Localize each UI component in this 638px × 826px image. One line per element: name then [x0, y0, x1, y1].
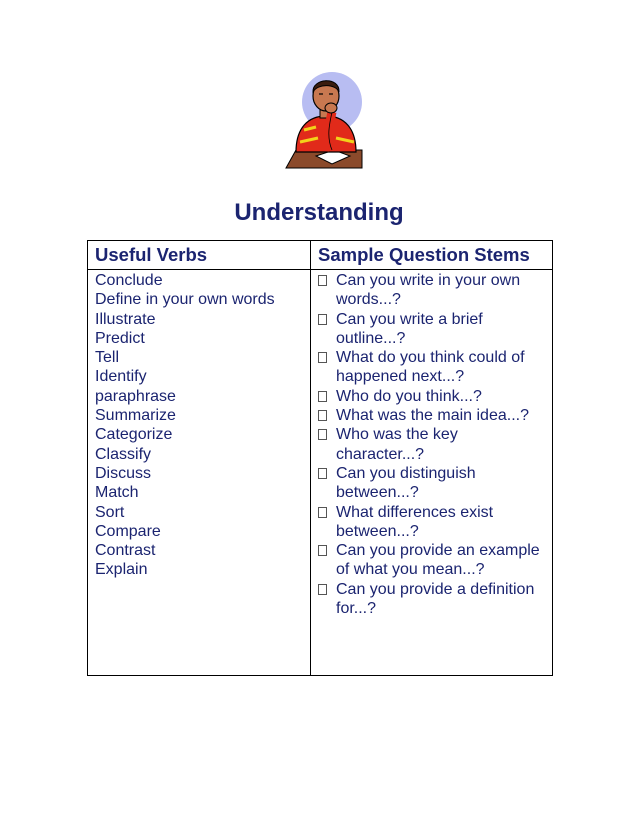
verb-item: Contrast — [95, 542, 156, 560]
verb-item: Categorize — [95, 426, 173, 444]
question-stem-item — [318, 310, 552, 349]
verb-item: Classify — [95, 445, 152, 463]
thinking-man-clipart — [282, 72, 364, 170]
question-stem-text: Can you provide an example of what you mean...? — [336, 542, 540, 579]
question-stem-item — [318, 271, 552, 310]
verb-item: Tell — [95, 349, 120, 367]
checkbox-bullet-icon — [318, 468, 327, 479]
question-stem-list — [318, 271, 552, 618]
checkbox-bullet-icon — [318, 507, 327, 518]
verb-item: Discuss — [95, 464, 152, 482]
question-stem-text: What do you think could of happened next...? — [336, 349, 525, 386]
checkbox-bullet-icon — [318, 545, 327, 556]
verb-item: Predict — [95, 329, 145, 347]
question-stem-text: Can you distinguish between...? — [336, 464, 476, 502]
verb-item: Compare — [95, 522, 161, 540]
verb-item: Sort — [95, 503, 125, 521]
question-stem-text: What differences exist between...? — [336, 503, 494, 540]
question-stem-text: Can you write in your own words...? — [336, 272, 521, 309]
question-stem-text: What was the main idea...? — [336, 407, 529, 425]
checkbox-bullet-icon — [318, 275, 327, 286]
verbs-cell — [88, 270, 311, 676]
checkbox-bullet-icon — [318, 429, 327, 440]
verb-item: Illustrate — [95, 310, 156, 328]
question-stem-item — [318, 464, 552, 503]
table-header-row — [88, 241, 553, 270]
page-title: Understanding — [234, 199, 404, 226]
header-sample-question-stems: Sample Question Stems — [311, 241, 553, 270]
question-stem-item — [318, 348, 552, 387]
question-stem-text: Can you provide a definition for...? — [336, 580, 535, 618]
question-stem-text: Who was the key character...? — [336, 426, 458, 463]
checkbox-bullet-icon — [318, 410, 327, 421]
checkbox-bullet-icon — [318, 391, 327, 402]
verb-item: Conclude — [95, 272, 163, 289]
verb-item: Identify — [95, 368, 147, 386]
header-useful-verbs: Useful Verbs — [88, 241, 311, 270]
question-stem-item — [318, 406, 552, 425]
table-row — [88, 270, 553, 676]
question-stem-item — [318, 541, 552, 580]
understanding-table — [87, 240, 553, 676]
question-stem-item — [318, 425, 552, 464]
verb-item: paraphrase — [95, 387, 176, 405]
verb-item: Summarize — [95, 407, 176, 425]
checkbox-bullet-icon — [318, 314, 327, 325]
verb-list — [95, 271, 310, 580]
question-stem-text: Who do you think...? — [336, 387, 482, 405]
question-stem-text: Can you write a brief outline...? — [336, 310, 483, 347]
verb-item: Define in your own words — [95, 291, 275, 309]
verb-item: Explain — [95, 561, 148, 579]
question-stem-item — [318, 580, 552, 619]
question-stem-item — [318, 503, 552, 542]
question-stem-item — [318, 387, 552, 406]
checkbox-bullet-icon — [318, 352, 327, 363]
question-stems-cell — [311, 270, 553, 676]
verb-item: Match — [95, 484, 139, 502]
checkbox-bullet-icon — [318, 584, 327, 595]
